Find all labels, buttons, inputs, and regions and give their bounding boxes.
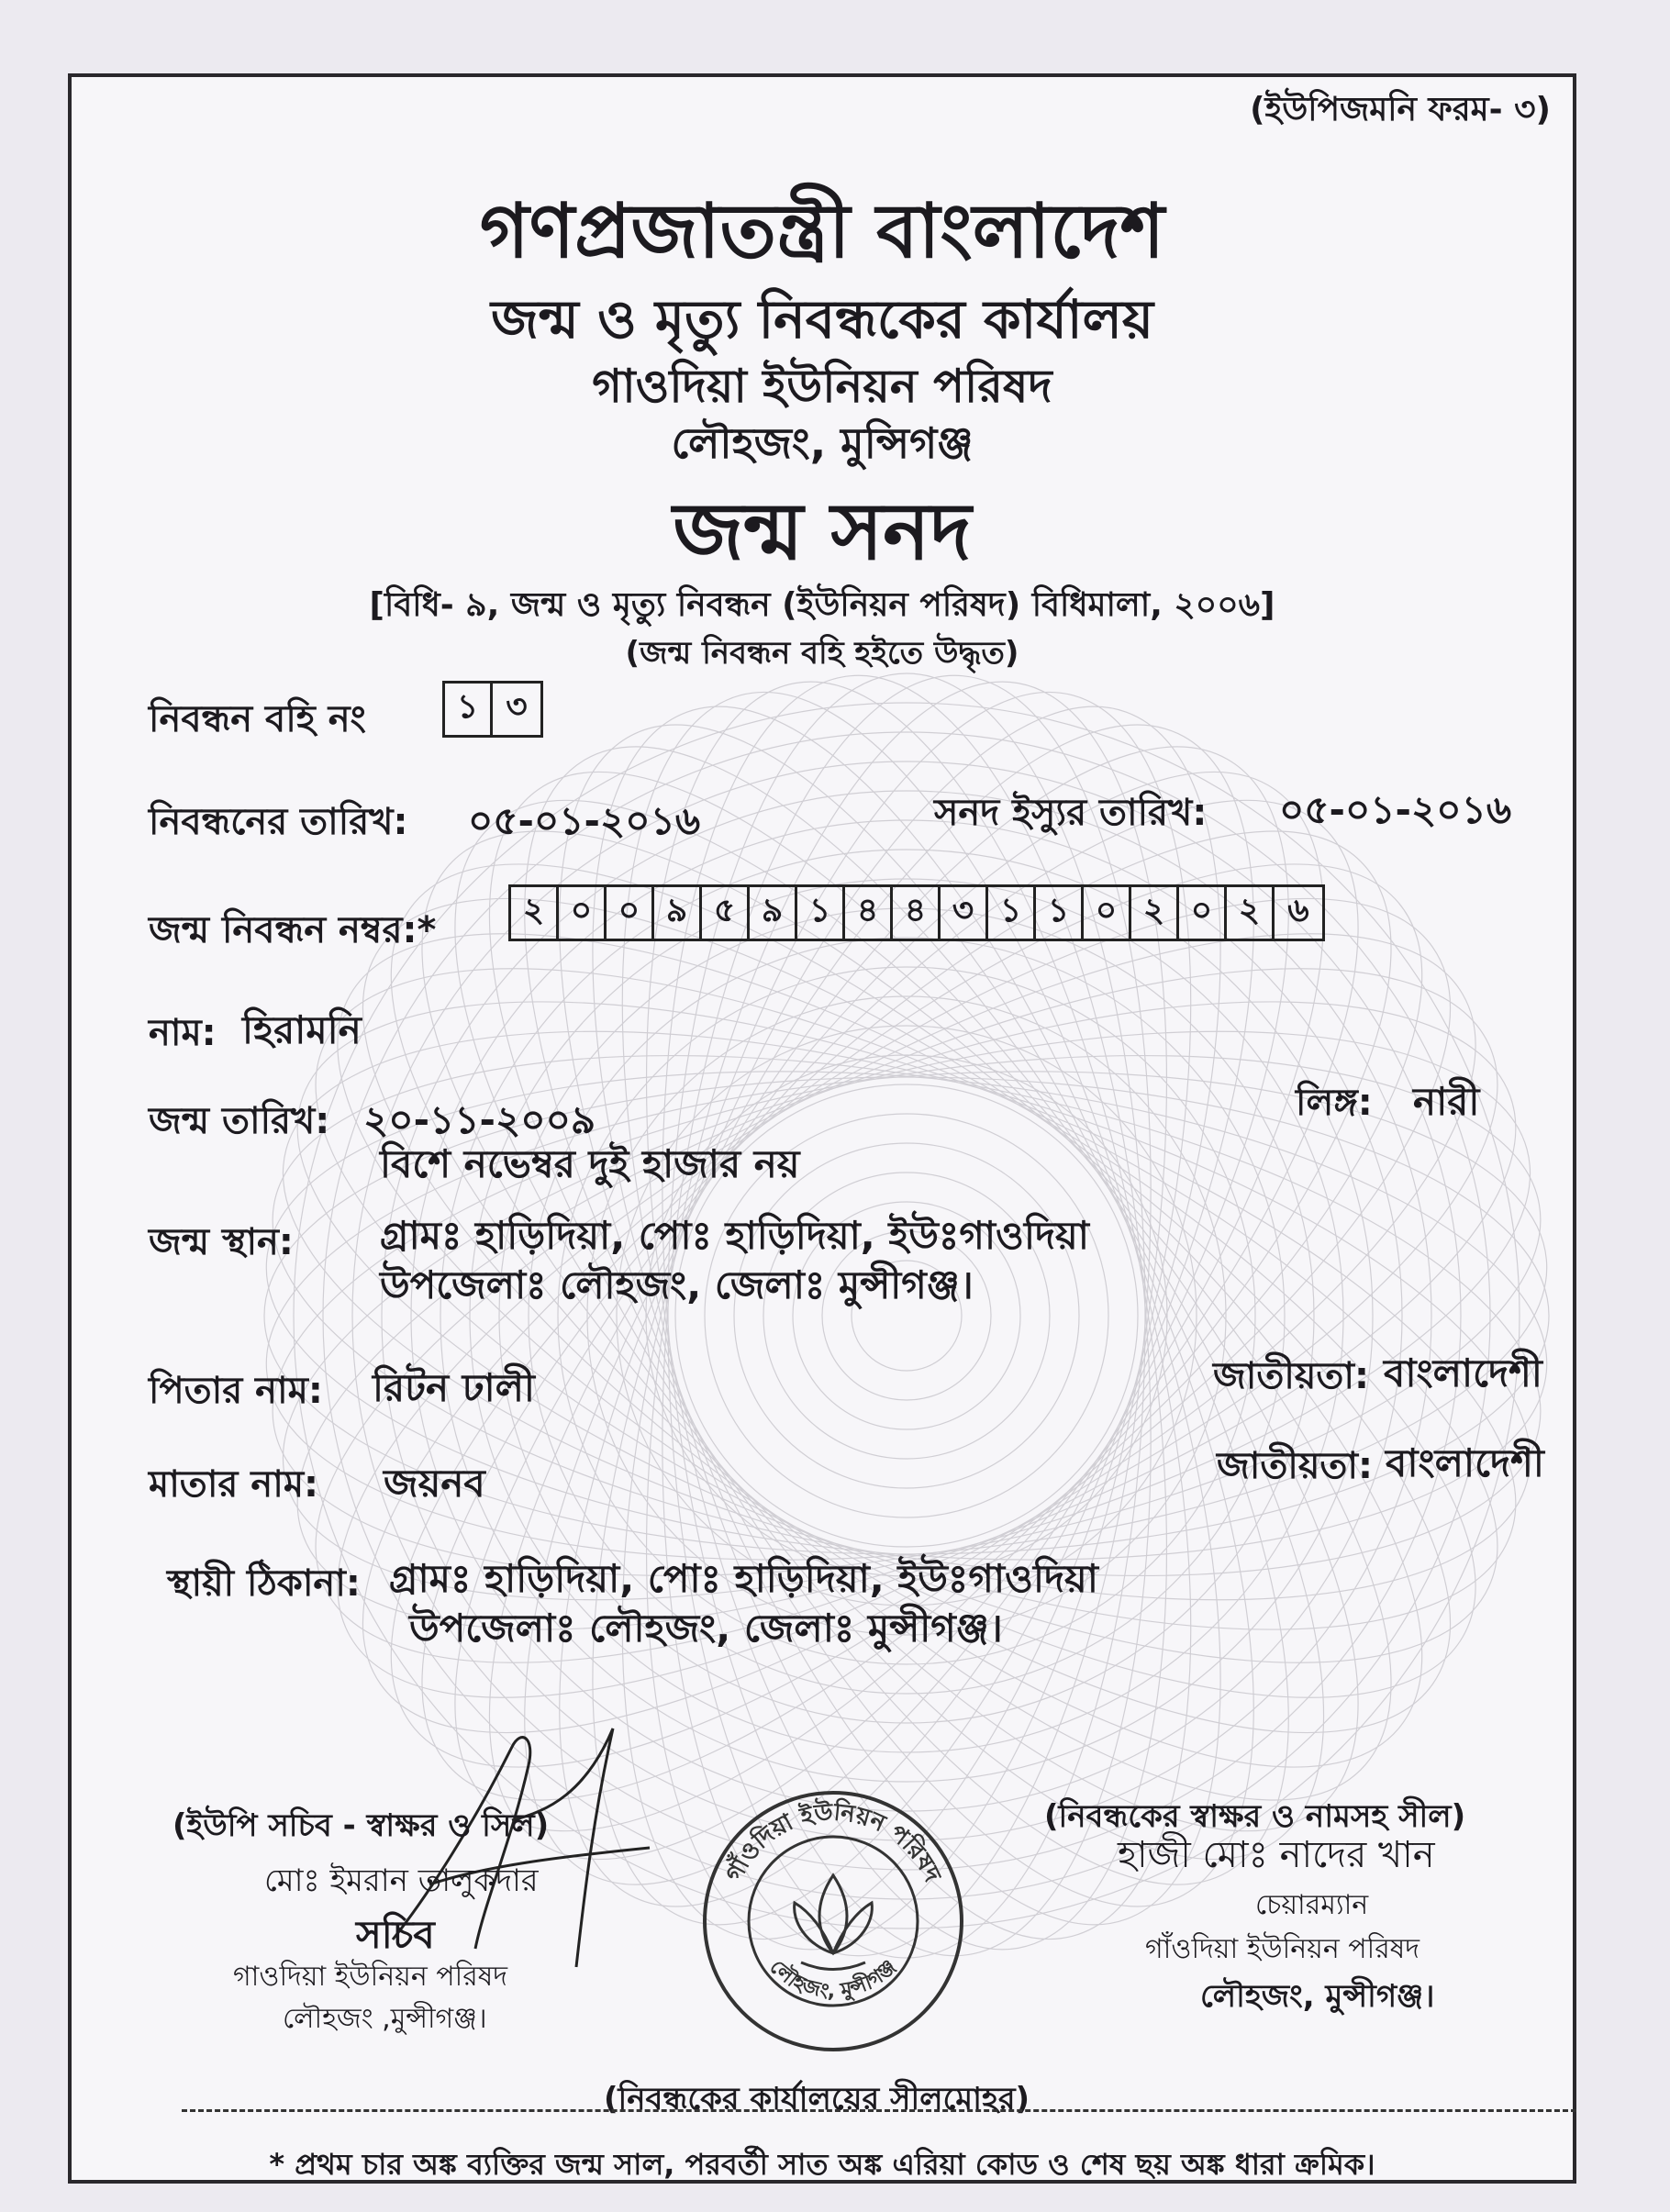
seal-bottom-text: লৌহজং, মুন্সীগঞ্জ xyxy=(764,1955,901,2004)
extract-note: (জন্ম নিবন্ধন বহি হইতে উদ্ধৃত) xyxy=(625,635,1019,672)
union-name: গাওদিয়া ইউনিয়ন পরিষদ xyxy=(592,360,1052,413)
registration-date-label: নিবন্ধনের তারিখ: xyxy=(149,801,408,843)
birth-date-in-words: বিশে নভেম্বর দুই হাজার নয় xyxy=(380,1141,800,1186)
father-name-label: পিতার নাম: xyxy=(149,1370,323,1412)
register-book-digit: ১ xyxy=(445,684,493,735)
issue-date-value: ০৫-০১-২০১৬ xyxy=(1279,787,1512,832)
secretary-org: গাওদিয়া ইউনিয়ন পরিষদ xyxy=(233,1961,508,1993)
birth-place-label: জন্ম স্থান: xyxy=(149,1221,294,1263)
mother-name-label: মাতার নাম: xyxy=(149,1463,319,1506)
birth-reg-digit: ১ xyxy=(988,887,1036,939)
birth-date-value: ২০-১১-২০০৯ xyxy=(363,1097,596,1142)
country-title: গণপ্রজাতন্ত্রী বাংলাদেশ xyxy=(479,188,1165,275)
svg-text:গাঁওদিয়া ইউনিয়ন পরিষদ xyxy=(718,1796,947,1887)
seal-caption: (নিবন্ধকের কার্যালয়ের সীলমোহর) xyxy=(604,2081,1030,2118)
office-location: লৌহজং, মুন্সিগঞ্জ xyxy=(671,418,974,468)
name-label: নাম: xyxy=(149,1012,217,1054)
birth-reg-digit: ০ xyxy=(1084,887,1131,939)
secretary-name: মোঃ ইমরান তালুকদার xyxy=(264,1862,539,1899)
birth-reg-digit: ১ xyxy=(1036,887,1084,939)
secretary-title: সচিব xyxy=(356,1912,435,1957)
birth-reg-no-label: জন্ম নিবন্ধন নম্বর:* xyxy=(149,909,437,951)
birth-reg-digit: ৬ xyxy=(1287,892,1309,929)
birth-reg-digit: ২ xyxy=(1131,887,1179,939)
office-seal xyxy=(696,1784,971,2059)
birth-reg-digit: ০ xyxy=(607,887,654,939)
birth-reg-digit: ১ xyxy=(797,887,845,939)
certificate-title: জন্ম সনদ xyxy=(673,486,972,578)
secretary-place: লৌহজং ,মুন্সীগঞ্জ। xyxy=(283,2003,487,2035)
registrar-org: গাঁওদিয়া ইউনিয়ন পরিষদ xyxy=(1145,1933,1420,1965)
birth-reg-digit: ২ xyxy=(1227,887,1275,939)
birth-date-label: জন্ম তারিখ: xyxy=(149,1100,330,1142)
birth-reg-digit: ৪ xyxy=(893,887,941,939)
birth-reg-digit: ০ xyxy=(559,887,607,939)
birth-reg-digit: ৩ xyxy=(941,887,988,939)
register-book-label: নিবন্ধন বহি নং xyxy=(149,698,366,740)
birth-reg-digit: ৫ xyxy=(702,887,750,939)
permanent-address-line1: গ্রামঃ হাড়িদিয়া, পোঃ হাড়িদিয়া, ইউঃগাওদিয়া xyxy=(389,1556,1098,1601)
birth-reg-digit: ৯ xyxy=(750,887,797,939)
permanent-address-label: স্থায়ী ঠিকানা: xyxy=(167,1562,361,1605)
mother-nationality-label: জাতীয়তা: xyxy=(1217,1445,1374,1487)
gender-value: নারী xyxy=(1413,1079,1480,1124)
form-number: (ইউপিজমনি ফরম- ৩) xyxy=(1250,91,1551,128)
name-value: হিরামনি xyxy=(242,1007,362,1052)
issue-date-label: সনদ ইস্যুর তারিখ: xyxy=(934,792,1208,834)
birth-reg-digit: ২ xyxy=(511,887,559,939)
birth-reg-digit: ৪ xyxy=(845,887,893,939)
birth-place-line1: গ্রামঃ হাড়িদিয়া, পোঃ হাড়িদিয়া, ইউঃগাওদিয়া xyxy=(380,1213,1089,1258)
footnote-divider xyxy=(182,2109,1576,2112)
registrar-caption: (নিবন্ধকের স্বাক্ষর ও নামসহ সীল) xyxy=(1044,1798,1466,1835)
certificate-paper xyxy=(68,73,1576,2184)
birth-reg-digit: ০ xyxy=(1179,887,1227,939)
lotus-emblem-icon xyxy=(795,1875,873,1970)
footnote: * প্রথম চার অঙ্ক ব্যক্তির জন্ম সাল, পরবর্তী সাত অঙ্ক এরিয়া কোড ও শেষ ছয় অঙ্ক ধারা ক্রমিক। xyxy=(269,2147,1375,2182)
office-title: জন্ম ও মৃত্যু নিবন্ধকের কার্যালয় xyxy=(490,288,1153,350)
birth-reg-no-boxes xyxy=(508,884,1325,941)
registration-date-value: ০৫-০১-২০১৬ xyxy=(468,798,701,843)
father-nationality-label: জাতীয়তা: xyxy=(1213,1355,1370,1397)
birth-place-line2: উপজেলাঃ লৌহজং, জেলাঃ মুন্সীগঞ্জ। xyxy=(380,1262,974,1307)
svg-text:লৌহজং, মুন্সীগঞ্জ xyxy=(765,1954,901,2004)
secretary-caption: (ইউপি সচিব - স্বাক্ষর ও সিল) xyxy=(173,1807,550,1844)
registrar-place: লৌহজং, মুন্সীগঞ্জ। xyxy=(1200,1978,1435,2015)
gender-label: লিঙ্গ: xyxy=(1296,1082,1373,1124)
father-name-value: রিটন ঢালী xyxy=(373,1365,535,1410)
seal-ring-text: গাঁওদিয়া ইউনিয়ন পরিষদ xyxy=(720,1798,946,1886)
mother-name-value: জয়নব xyxy=(384,1461,485,1506)
birth-reg-digit: ৯ xyxy=(654,887,702,939)
permanent-address-line2: উপজেলাঃ লৌহজং, জেলাঃ মুন্সীগঞ্জ। xyxy=(409,1606,1003,1651)
father-nationality-value: বাংলাদেশী xyxy=(1384,1351,1542,1395)
rule-reference: [বিধি- ৯, জন্ম ও মৃত্যু নিবন্ধন (ইউনিয়ন পরিষদ) বিধিমালা, ২০০৬] xyxy=(369,586,1275,624)
registrar-name: হাজী মোঃ নাদের খান xyxy=(1118,1834,1435,1876)
register-book-digit: ৩ xyxy=(506,688,528,726)
mother-nationality-value: বাংলাদেশী xyxy=(1386,1440,1544,1485)
register-book-boxes xyxy=(442,681,543,738)
registrar-title: চেয়ারম্যান xyxy=(1255,1889,1369,1921)
